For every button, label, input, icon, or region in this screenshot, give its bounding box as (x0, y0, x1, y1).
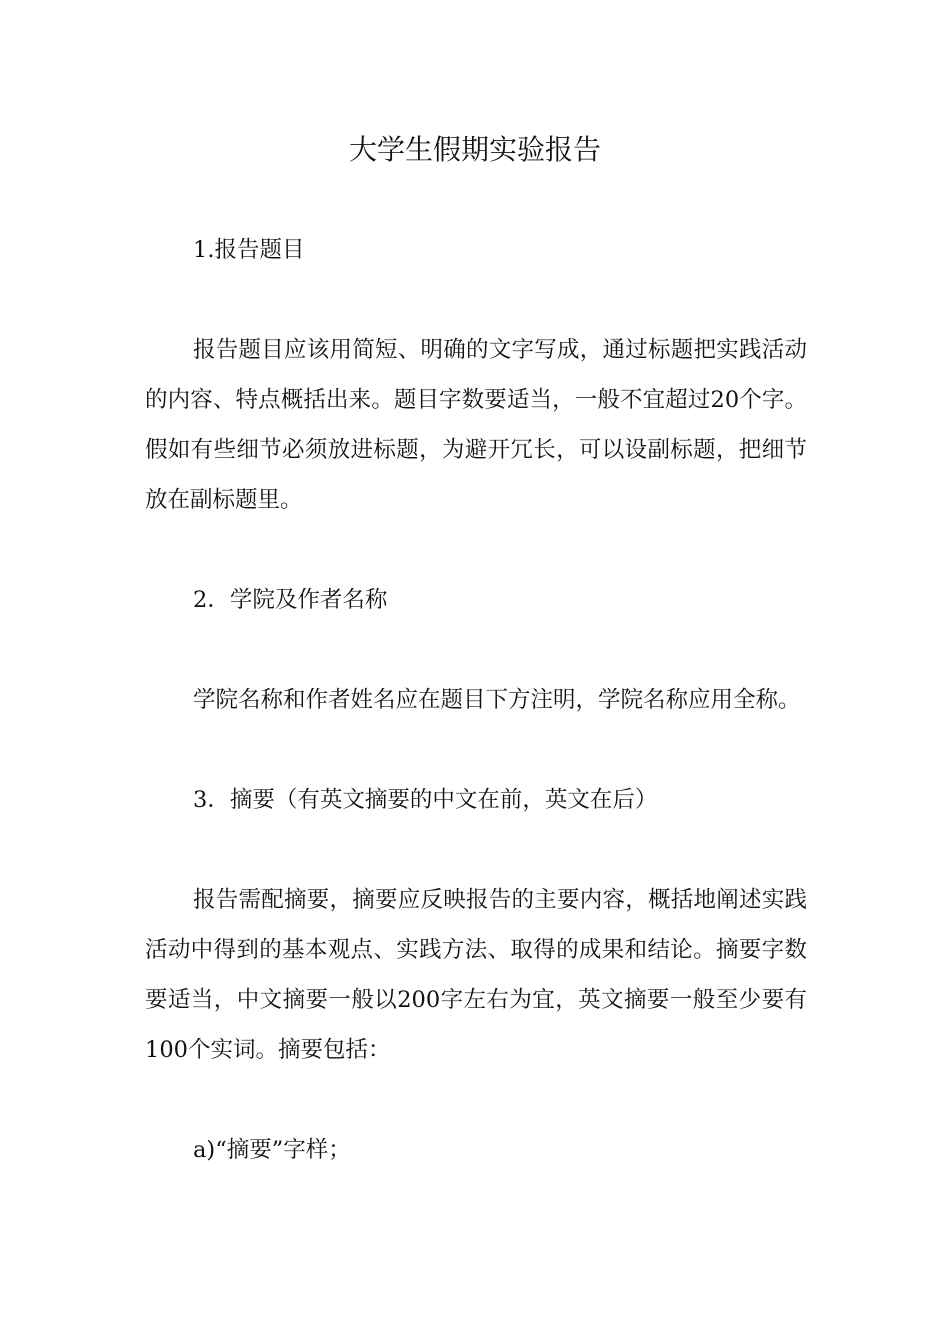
spacer (145, 625, 807, 675)
section-heading-1: 1.报告题目 (193, 237, 305, 263)
spacer (145, 275, 807, 325)
list-item-a: a)“摘要”字样； (193, 1137, 351, 1163)
spacer (145, 825, 807, 875)
section-heading-3: 3．摘要（有英文摘要的中文在前，英文在后） (193, 787, 658, 813)
spacer (145, 725, 807, 775)
spacer (145, 1075, 807, 1125)
document-title: 大学生假期实验报告 (348, 133, 601, 166)
document-body (145, 225, 807, 1175)
section-heading-2: 2．学院及作者名称 (193, 587, 388, 613)
section-body-2: 学院名称和作者姓名应在题目下方注明，学院名称应用全称。 (193, 687, 801, 713)
spacer (145, 525, 807, 575)
section-body-3: 报告需配摘要，摘要应反映报告的主要内容，概括地阐述实践活动中得到的基本观点、实践方法、取得的成果和结论。摘要字数要适当，中文摘要一般以200字左右为宜，英文摘要一般至少要有100个实词。摘要包括： (145, 887, 807, 1063)
section-body-1: 报告题目应该用简短、明确的文字写成，通过标题把实践活动的内容、特点概括出来。题目字数要适当，一般不宜超过20个字。假如有些细节必须放进标题，为避开冗长，可以设副标题，把细节放在副标题里。 (145, 337, 807, 513)
